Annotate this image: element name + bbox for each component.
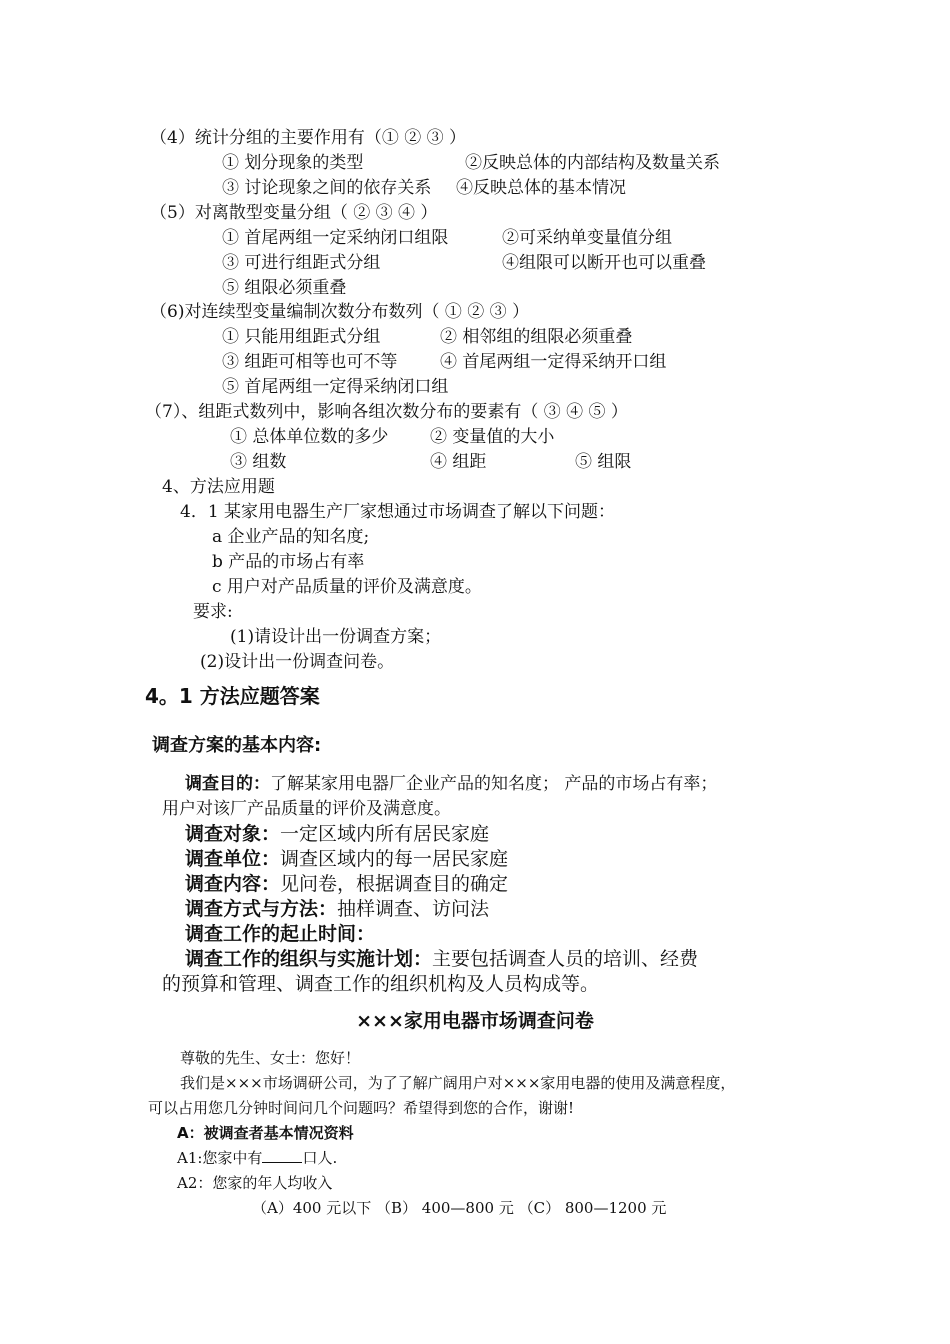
object-label: 调查对象： — [185, 823, 281, 845]
q6-option-1: ① 只能用组距式分组 — [222, 327, 381, 347]
q7-stem: （7）、组距式数列中，影响各组次数分布的要素有（ ③ ④ ⑤ ） — [145, 402, 628, 422]
q4-option-4: ④反映总体的基本情况 — [456, 178, 626, 198]
requirement-2: (2)设计出一份调查问卷。 — [200, 652, 395, 672]
q7-option-2: ② 变量值的大小 — [430, 427, 555, 447]
content-label: 调查内容： — [185, 873, 281, 895]
object-line — [185, 822, 489, 846]
method-text: 抽样调查、访问法 — [337, 898, 490, 920]
purpose-line — [185, 773, 717, 795]
question-a1 — [177, 1148, 337, 1168]
method-line — [185, 897, 489, 921]
q4-option-2: ②反映总体的内部结构及数量关系 — [465, 153, 720, 173]
requirements-label: 要求: — [193, 602, 233, 622]
purpose-text: 了解某家用电器厂企业产品的知名度； 产品的市场占有率； — [270, 774, 718, 794]
unit-text: 调查区域内的每一居民家庭 — [280, 848, 509, 870]
answer-heading: 4。1 方法应题答案 — [145, 684, 320, 708]
time-label: 调查工作的起止时间： — [185, 923, 376, 945]
a1-blank[interactable] — [262, 1148, 302, 1163]
q4-option-1: ① 划分现象的类型 — [222, 153, 364, 173]
section-a-heading: A：被调查者基本情况资料 — [177, 1124, 354, 1142]
q7-option-3: ③ 组数 — [230, 452, 287, 472]
requirement-1: (1)请设计出一份调查方案； — [230, 627, 442, 647]
q5-stem: （5）对离散型变量分组（ ② ③ ④ ） — [150, 203, 438, 223]
intro-line-2: 可以占用您几分钟时间问几个问题吗？希望得到您的合作，谢谢! — [148, 1099, 575, 1117]
greeting: 尊敬的先生、女士：您好！ — [180, 1049, 361, 1067]
org-line — [185, 947, 698, 971]
purpose-text-2: 用户对该厂产品质量的评价及满意度。 — [162, 799, 451, 819]
q6-option-2: ② 相邻组的组限必须重叠 — [440, 327, 633, 347]
item-c: c 用户对产品质量的评价及满意度。 — [212, 577, 482, 597]
question-4-1: 4．1 某家用电器生产厂家想通过市场调查了解以下问题： — [180, 502, 616, 522]
a1-prefix: A1:您家中有 — [177, 1149, 263, 1167]
org-text: 主要包括调查人员的培训、经费 — [432, 948, 699, 970]
section4-title: 4、方法应用题 — [162, 477, 275, 497]
org-label: 调查工作的组织与实施计划： — [185, 948, 433, 970]
question-a2: A2：您家的年人均收入 — [177, 1174, 333, 1192]
q7-option-1: ① 总体单位数的多少 — [230, 427, 389, 447]
a1-suffix: 口人. — [302, 1149, 338, 1167]
intro-line-1: 我们是×××市场调研公司，为了了解广阔用户对×××家用电器的使用及满意程度， — [180, 1074, 736, 1092]
item-a: a 企业产品的知名度; — [212, 527, 370, 547]
q5-option-2: ②可采纳单变量值分组 — [502, 228, 672, 248]
q5-option-4: ④组限可以断开也可以重叠 — [502, 253, 706, 273]
item-b: b 产品的市场占有率 — [212, 552, 365, 572]
plan-heading: 调查方案的基本内容: — [152, 735, 322, 756]
q5-option-5: ⑤ 组限必须重叠 — [222, 278, 347, 298]
content-text: 见问卷，根据调查目的确定 — [280, 873, 509, 895]
q5-option-3: ③ 可进行组距式分组 — [222, 253, 381, 273]
q7-option-5: ⑤ 组限 — [575, 452, 632, 472]
questionnaire-title: ×××家用电器市场调查问卷 — [356, 1010, 594, 1032]
q6-option-5: ⑤ 首尾两组一定得采纳闭口组 — [222, 377, 449, 397]
content-line — [185, 872, 508, 896]
q6-option-4: ④ 首尾两组一定得采纳开口组 — [440, 352, 667, 372]
a2-options: （A）400 元以下 （B） 400—800 元 （C） 800—1200 元 — [252, 1199, 667, 1217]
unit-line — [185, 847, 508, 871]
unit-label: 调查单位： — [185, 848, 281, 870]
org-text-2: 的预算和管理、调查工作的组织机构及人员构成等。 — [162, 973, 600, 995]
method-label: 调查方式与方法： — [185, 898, 338, 920]
q6-option-3: ③ 组距可相等也可不等 — [222, 352, 398, 372]
q7-option-4: ④ 组距 — [430, 452, 487, 472]
q6-stem: （6)对连续型变量编制次数分布数列（ ① ② ③ ） — [150, 302, 530, 322]
q4-option-3: ③ 讨论现象之间的依存关系 — [222, 178, 432, 198]
object-text: 一定区域内所有居民家庭 — [280, 823, 490, 845]
purpose-label: 调查目的： — [185, 774, 270, 794]
q4-stem: （4）统计分组的主要作用有（① ② ③ ） — [150, 128, 467, 148]
q5-option-1: ① 首尾两组一定采纳闭口组限 — [222, 228, 449, 248]
